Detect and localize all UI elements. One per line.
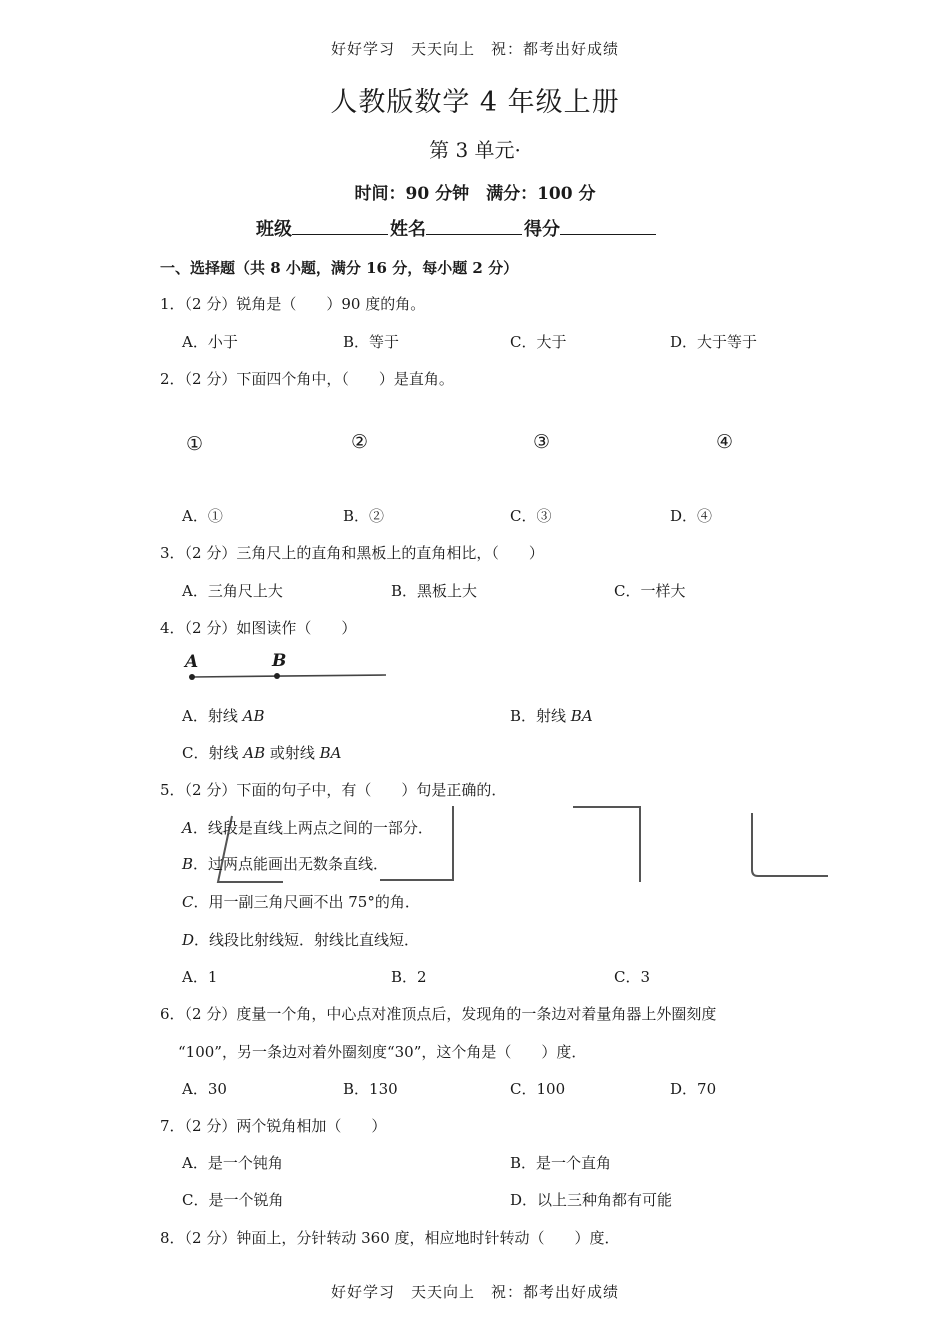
name-blank[interactable] <box>426 216 522 235</box>
q7-option-c[interactable]: C．是一个锐角 <box>182 1191 284 1209</box>
q5-option-c[interactable]: C．3 <box>614 968 651 986</box>
q2-option-b[interactable]: B．② <box>343 507 385 525</box>
q2-option-a[interactable]: A．① <box>182 507 223 525</box>
figure-2-label: ② <box>351 431 369 453</box>
q5-option-a[interactable]: A．1 <box>182 968 218 986</box>
q4-option-a[interactable]: A．射线 AB <box>182 707 265 725</box>
q5-statement-b: B．过两点能画出无数条直线． <box>182 855 389 873</box>
angle-4-figure <box>752 813 828 876</box>
point-b-dot <box>274 673 280 679</box>
point-b-label: B <box>272 651 287 671</box>
question-6-stem-line1: 6．（2 分）度量一个角，中心点对准顶点后，发现角的一条边对着量角器上外圈刻度 <box>160 1005 717 1023</box>
figure-3-label: ③ <box>533 431 551 453</box>
question-7-stem: 7．（2 分）两个锐角相加（ ） <box>160 1117 387 1135</box>
score-label: 得分 <box>524 219 560 240</box>
figure-4-label: ④ <box>716 431 734 453</box>
q2-option-d[interactable]: D．④ <box>670 507 713 525</box>
point-a-label: A <box>185 652 199 672</box>
point-a-dot <box>189 674 195 680</box>
time-score-line: 时间：90 分钟 满分：100 分 <box>354 184 596 204</box>
q3-option-a[interactable]: A．三角尺上大 <box>182 582 283 600</box>
unit-subtitle: 第 3 单元· <box>429 138 521 162</box>
name-label: 姓名 <box>390 219 426 240</box>
question-8-stem: 8．（2 分）钟面上，分针转动 360 度，相应地时针转动（ ）度． <box>160 1229 620 1247</box>
q7-option-d[interactable]: D．以上三种角都有可能 <box>510 1191 673 1209</box>
q6-option-b[interactable]: B．130 <box>343 1080 398 1098</box>
q3-option-c[interactable]: C．一样大 <box>614 582 686 600</box>
question-2-stem: 2．（2 分）下面四个角中，（ ）是直角。 <box>160 370 454 388</box>
q6-option-a[interactable]: A．30 <box>182 1080 227 1098</box>
question-3-stem: 3．（2 分）三角尺上的直角和黑板上的直角相比，（ ） <box>160 544 544 562</box>
q1-option-d[interactable]: D．大于等于 <box>670 333 758 351</box>
student-info-line <box>256 215 658 241</box>
q7-option-b[interactable]: B．是一个直角 <box>510 1154 612 1172</box>
question-5-stem: 5．（2 分）下面的句子中，有（ ）句是正确的． <box>160 781 507 799</box>
q4-option-c[interactable]: C．射线 AB 或射线 BA <box>182 744 342 762</box>
question-4-stem: 4．（2 分）如图读作（ ） <box>160 619 357 637</box>
class-label: 班级 <box>256 219 292 240</box>
q1-option-a[interactable]: A．小于 <box>182 333 238 351</box>
page-title: 人教版数学 4 年级上册 <box>330 87 620 118</box>
figure-1-label: ① <box>186 433 204 455</box>
page-header-motto: 好好学习 天天向上 祝：都考出好成绩 <box>330 40 619 58</box>
question-1-stem: 1．（2 分）锐角是（ ）90 度的角。 <box>160 295 426 313</box>
q1-option-b[interactable]: B．等于 <box>343 333 400 351</box>
q2-option-c[interactable]: C．③ <box>510 507 552 525</box>
score-blank[interactable] <box>560 216 656 235</box>
q5-statement-c: C．用一副三角尺画不出 75°的角． <box>182 893 420 911</box>
page-footer-motto: 好好学习 天天向上 祝：都考出好成绩 <box>330 1283 619 1301</box>
q6-option-d[interactable]: D．70 <box>670 1080 717 1098</box>
q5-option-b[interactable]: B．2 <box>391 968 427 986</box>
q4-option-b[interactable]: B．射线 BA <box>510 707 593 725</box>
q3-option-b[interactable]: B．黑板上大 <box>391 582 478 600</box>
ray-figure <box>0 660 950 690</box>
q6-option-c[interactable]: C．100 <box>510 1080 566 1098</box>
q7-option-a[interactable]: A．是一个钝角 <box>182 1154 283 1172</box>
q5-statement-a: A．线段是直线上两点之间的一部分． <box>182 819 433 837</box>
angle-figures <box>0 400 950 490</box>
class-blank[interactable] <box>292 216 388 235</box>
q1-option-c[interactable]: C．大于 <box>510 333 567 351</box>
angle-3-figure <box>573 807 640 882</box>
q5-statement-d: D．线段比射线短．射线比直线短． <box>182 931 420 949</box>
section-heading: 一、选择题（共 8 小题，满分 16 分，每小题 2 分） <box>160 259 519 277</box>
question-6-stem-line2: “100”，另一条边对着外圈刻度“30”，这个角是（ ）度． <box>178 1043 587 1061</box>
